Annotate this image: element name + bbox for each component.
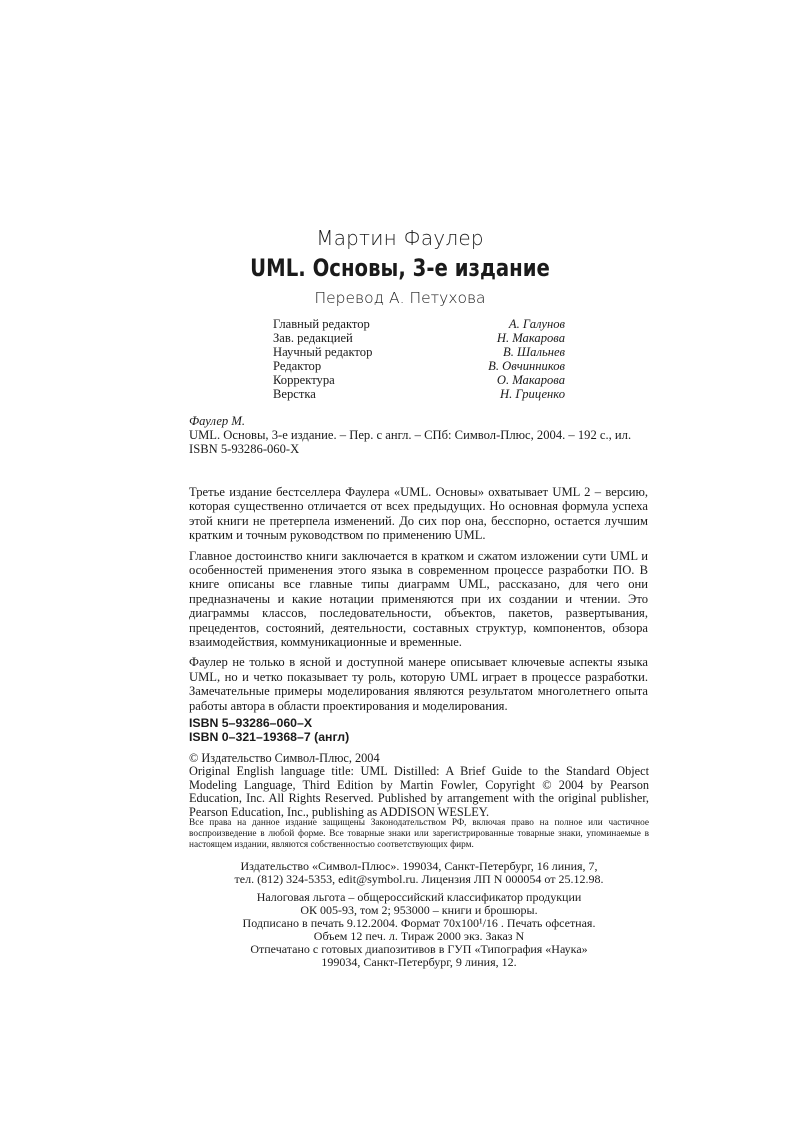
imprint-print-line: Налоговая льгота – общероссийский классификатор продукции [256, 890, 582, 904]
isbn-block [189, 716, 349, 744]
credit-row [273, 331, 565, 345]
credit-role: Научный редактор [273, 345, 373, 359]
isbn-russian: ISBN 5–93286–060–X [189, 716, 313, 730]
credit-name: В. Овчинников [488, 359, 565, 373]
abstract-paragraph: Главное достоинство книги заключается в кратком и сжатом изложении сути UML и особенностей применения этого языка в современном процессе разработки ПО. В книге описаны все главные типы диаграмм UML, рассказано, для чего они предназначены и какие нотации применяются при их создании и чтении. Это диаграммы классов, последовательности, объектов, пакетов, развертывания, прецедентов, состояний, деятельности, составных структур, компонентов, обзора взаимодействия, коммуникационные и временные. [189, 548, 648, 650]
credit-role: Верстка [273, 387, 316, 401]
biblio-isbn: ISBN 5-93286-060-X [189, 442, 300, 457]
book-abstract [189, 485, 648, 719]
imprint-print-line: Подписано в печать 9.12.2004. Формат 70х100¹/16 . Печать офсетная. [242, 916, 596, 930]
abstract-paragraph: Третье издание бестселлера Фаулера «UML. Основы» охватывает UML 2 – версию, которая существенно отличается от всех предыдущих. Но основная формула успеха этой книги не претерпела изменений. До сих пор она, бесспорно, остается лучшим кратким и точным руководством по применению UML. [189, 485, 648, 543]
imprint-print-line: Отпечатано с готовых диапозитивов в ГУП «Типография «Наука» [250, 942, 588, 956]
credit-name: О. Макарова [496, 373, 565, 387]
credit-row [273, 317, 565, 331]
author-name: Мартин Фаулер [316, 226, 484, 250]
credit-row [273, 359, 565, 373]
credit-row [273, 387, 565, 401]
imprint-print-line: Объем 12 печ. л. Тираж 2000 экз. Заказ N [313, 929, 525, 943]
imprint-print-line: ОК 005-93, том 2; 953000 – книги и брошюры. [300, 903, 538, 917]
credit-name: В. Шальнев [503, 345, 565, 359]
biblio-description: UML. Основы, 3-е издание. – Пер. с англ. – СПб: Символ-Плюс, 2004. – 192 с., ил. [189, 428, 632, 443]
credit-role: Зав. редакцией [273, 331, 353, 345]
imprint-address-line: тел. (812) 324-5353, edit@symbol.ru. Лицензия ЛП N 000054 от 25.12.98. [234, 872, 604, 886]
credit-role: Редактор [273, 359, 322, 373]
editorial-credits [273, 317, 565, 401]
credit-name: А. Галунов [508, 317, 565, 331]
copyright-block [189, 752, 649, 819]
credit-role: Главный редактор [273, 317, 370, 331]
credit-role: Корректура [273, 373, 335, 387]
copyright-publisher: © Издательство Символ-Плюс, 2004 [189, 751, 380, 765]
imprint-block [189, 860, 649, 969]
credit-row [273, 373, 565, 387]
imprint-print-line: 199034, Санкт-Петербург, 9 линия, 12. [321, 955, 517, 969]
translator-line: Перевод А. Петухова [314, 289, 486, 307]
abstract-paragraph: Фаулер не только в ясной и доступной манере описывает ключевые аспекты языка UML, но и четко показывает ту роль, которую UML играет в процессе разработки. Замечательные примеры моделирования являются результатом многолетнего опыта работы автора в области проектирования и моделирования. [189, 655, 648, 713]
bibliographic-record [189, 414, 649, 457]
biblio-author: Фаулер М. [189, 414, 245, 428]
isbn-english: ISBN 0–321–19368–7 (англ) [189, 730, 350, 744]
copyright-original: Original English language title: UML Distilled: A Brief Guide to the Standard Object Modeling Language, Third Edition by Martin Fowler, Copyright © 2004 by Pearson Education, Inc. All Rights Reserved. Published by arrangement with the original publisher, Pearson Education, Inc., publishing as ADDISON WESLEY. [189, 764, 649, 819]
book-title: UML. Основы, 3-е издание [250, 254, 550, 282]
credit-row [273, 345, 565, 359]
imprint-address-line: Издательство «Символ-Плюс». 199034, Санкт-Петербург, 16 линия, 7, [240, 859, 598, 873]
credit-name: Н. Макарова [496, 331, 565, 345]
rights-notice: Все права на данное издание защищены Законодательством РФ, включая право на полное или частичное воспроизведение в любой форме. Все товарные знаки или зарегистрированные товарные знаки, упоминаемые в настоящем издании, являются собственностью соответствующих фирм. [189, 818, 649, 850]
credit-name: Н. Гриценко [500, 387, 565, 401]
